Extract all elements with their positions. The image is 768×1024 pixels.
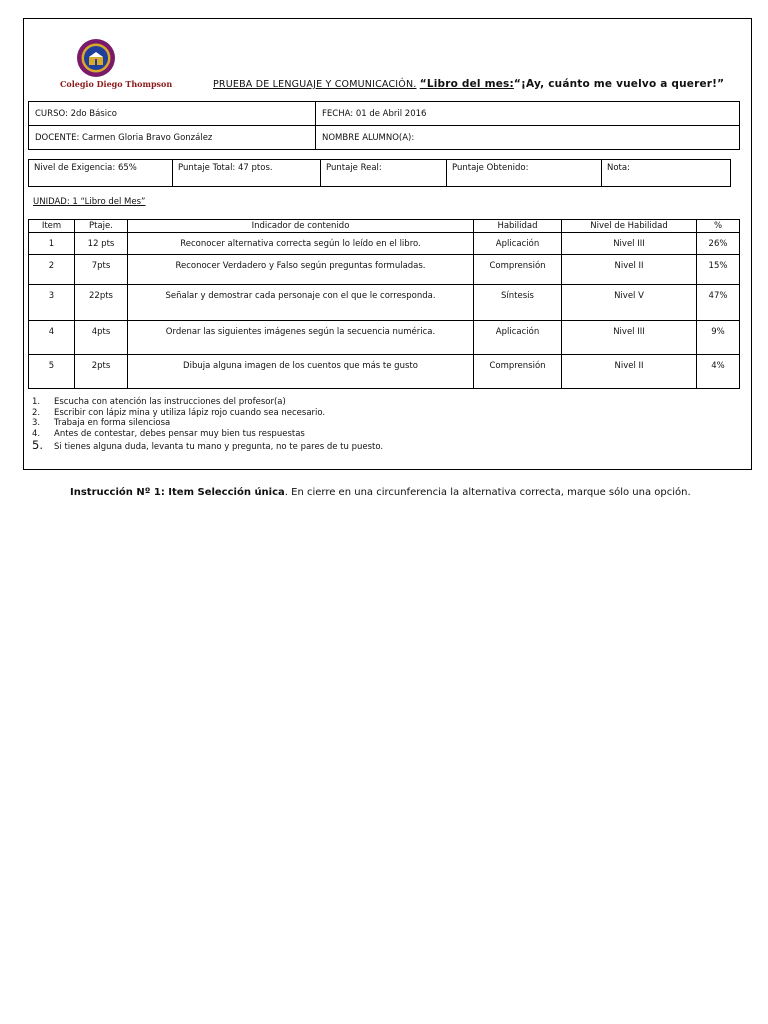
table-cell: 4pts xyxy=(75,321,128,355)
test-subject: PRUEBA DE LENGUAJE Y COMUNICACIÓN. xyxy=(213,79,417,90)
score-table xyxy=(28,159,731,187)
column-header: Habilidad xyxy=(474,220,562,233)
table-cell: Dibuja alguna imagen de los cuentos que más te gusto xyxy=(128,355,474,389)
date-cell: FECHA: 01 de Abril 2016 xyxy=(316,102,740,126)
table-cell: Reconocer Verdadero y Falso según preguntas formuladas. xyxy=(128,255,474,285)
school-crest-icon xyxy=(76,38,116,78)
total-score-cell: Puntaje Total: 47 ptos. xyxy=(173,160,321,187)
table-cell: 2pts xyxy=(75,355,128,389)
column-header: Ptaje. xyxy=(75,220,128,233)
requirement-level-cell: Nivel de Exigencia: 65% xyxy=(29,160,173,187)
table-cell: 1 xyxy=(29,233,75,255)
table-cell: 15% xyxy=(697,255,740,285)
item-number: 1. xyxy=(32,397,41,407)
unit-label: UNIDAD: 1 “Libro del Mes” xyxy=(33,197,146,207)
table-cell: 4 xyxy=(29,321,75,355)
list-item xyxy=(32,439,383,452)
book-label: “Libro del mes: xyxy=(419,78,514,90)
table-cell: Síntesis xyxy=(474,285,562,321)
table-cell: Comprensión xyxy=(474,255,562,285)
table-cell: 12 pts xyxy=(75,233,128,255)
table-cell: Señalar y demostrar cada personaje con el que le corresponda. xyxy=(128,285,474,321)
book-title: “¡Ay, cuánto me vuelvo a querer!” xyxy=(513,78,725,90)
table-cell: Nivel II xyxy=(562,355,697,389)
item-text: Escribir con lápiz mina y utiliza lápiz rojo cuando sea necesario. xyxy=(54,407,326,418)
table-row xyxy=(29,355,740,389)
list-item xyxy=(32,397,383,408)
item-text: Trabaja en forma silenciosa xyxy=(54,418,171,428)
instruction-text: . En cierre en una circunferencia la alternativa correcta, marque sólo una opción. xyxy=(284,487,691,498)
table-row xyxy=(29,285,740,321)
item-text: Si tienes alguna duda, levanta tu mano y pregunta, no te pares de tu puesto. xyxy=(54,442,384,452)
table-cell: 26% xyxy=(697,233,740,255)
column-header: Item xyxy=(29,220,75,233)
table-row xyxy=(29,321,740,355)
table-cell: Nivel III xyxy=(562,321,697,355)
table-cell: Nivel V xyxy=(562,285,697,321)
table-cell: 3 xyxy=(29,285,75,321)
instruction-heading: Instrucción Nº 1: Item Selección única xyxy=(70,487,285,498)
table-cell: Aplicación xyxy=(474,233,562,255)
item-number: 2. xyxy=(32,407,41,418)
item-number: 3. xyxy=(32,418,41,428)
table-cell: 7pts xyxy=(75,255,128,285)
course-cell: CURSO: 2do Básico xyxy=(29,102,316,126)
table-cell: Comprensión xyxy=(474,355,562,389)
table-header-row xyxy=(29,220,740,233)
table-cell: 4% xyxy=(697,355,740,389)
table-cell: 9% xyxy=(697,321,740,355)
item-number: 5. xyxy=(32,438,43,452)
table-cell: 47% xyxy=(697,285,740,321)
teacher-cell: DOCENTE: Carmen Gloria Bravo González xyxy=(29,126,316,150)
school-name: Colegio Diego Thompson xyxy=(60,79,173,89)
table-cell: Reconocer alternativa correcta según lo leído en el libro. xyxy=(128,233,474,255)
table-cell: 5 xyxy=(29,355,75,389)
real-score-cell[interactable]: Puntaje Real: xyxy=(321,160,447,187)
table-cell: Aplicación xyxy=(474,321,562,355)
table-cell: 2 xyxy=(29,255,75,285)
list-item xyxy=(32,429,383,440)
column-header: Nivel de Habilidad xyxy=(562,220,697,233)
item-text: Escucha con atención las instrucciones del profesor(a) xyxy=(54,397,286,407)
grade-cell[interactable]: Nota: xyxy=(602,160,731,187)
table-cell: Ordenar las siguientes imágenes según la secuencia numérica. xyxy=(128,321,474,355)
test-title xyxy=(213,78,724,90)
table-row xyxy=(29,255,740,285)
list-item xyxy=(32,418,383,429)
instructions-list xyxy=(32,397,383,452)
table-row xyxy=(29,233,740,255)
student-info-table xyxy=(28,101,740,150)
table-cell: 22pts xyxy=(75,285,128,321)
items-table xyxy=(28,219,740,389)
item-number: 4. xyxy=(32,428,41,439)
list-item xyxy=(32,408,383,419)
column-header: % xyxy=(697,220,740,233)
obtained-score-cell[interactable]: Puntaje Obtenido: xyxy=(447,160,602,187)
student-name-cell[interactable]: NOMBRE ALUMNO(A): xyxy=(316,126,740,150)
table-cell: Nivel III xyxy=(562,233,697,255)
column-header: Indicador de contenido xyxy=(128,220,474,233)
table-cell: Nivel II xyxy=(562,255,697,285)
item-text: Antes de contestar, debes pensar muy bien tus respuestas xyxy=(54,428,305,439)
selection-instruction xyxy=(70,483,710,503)
